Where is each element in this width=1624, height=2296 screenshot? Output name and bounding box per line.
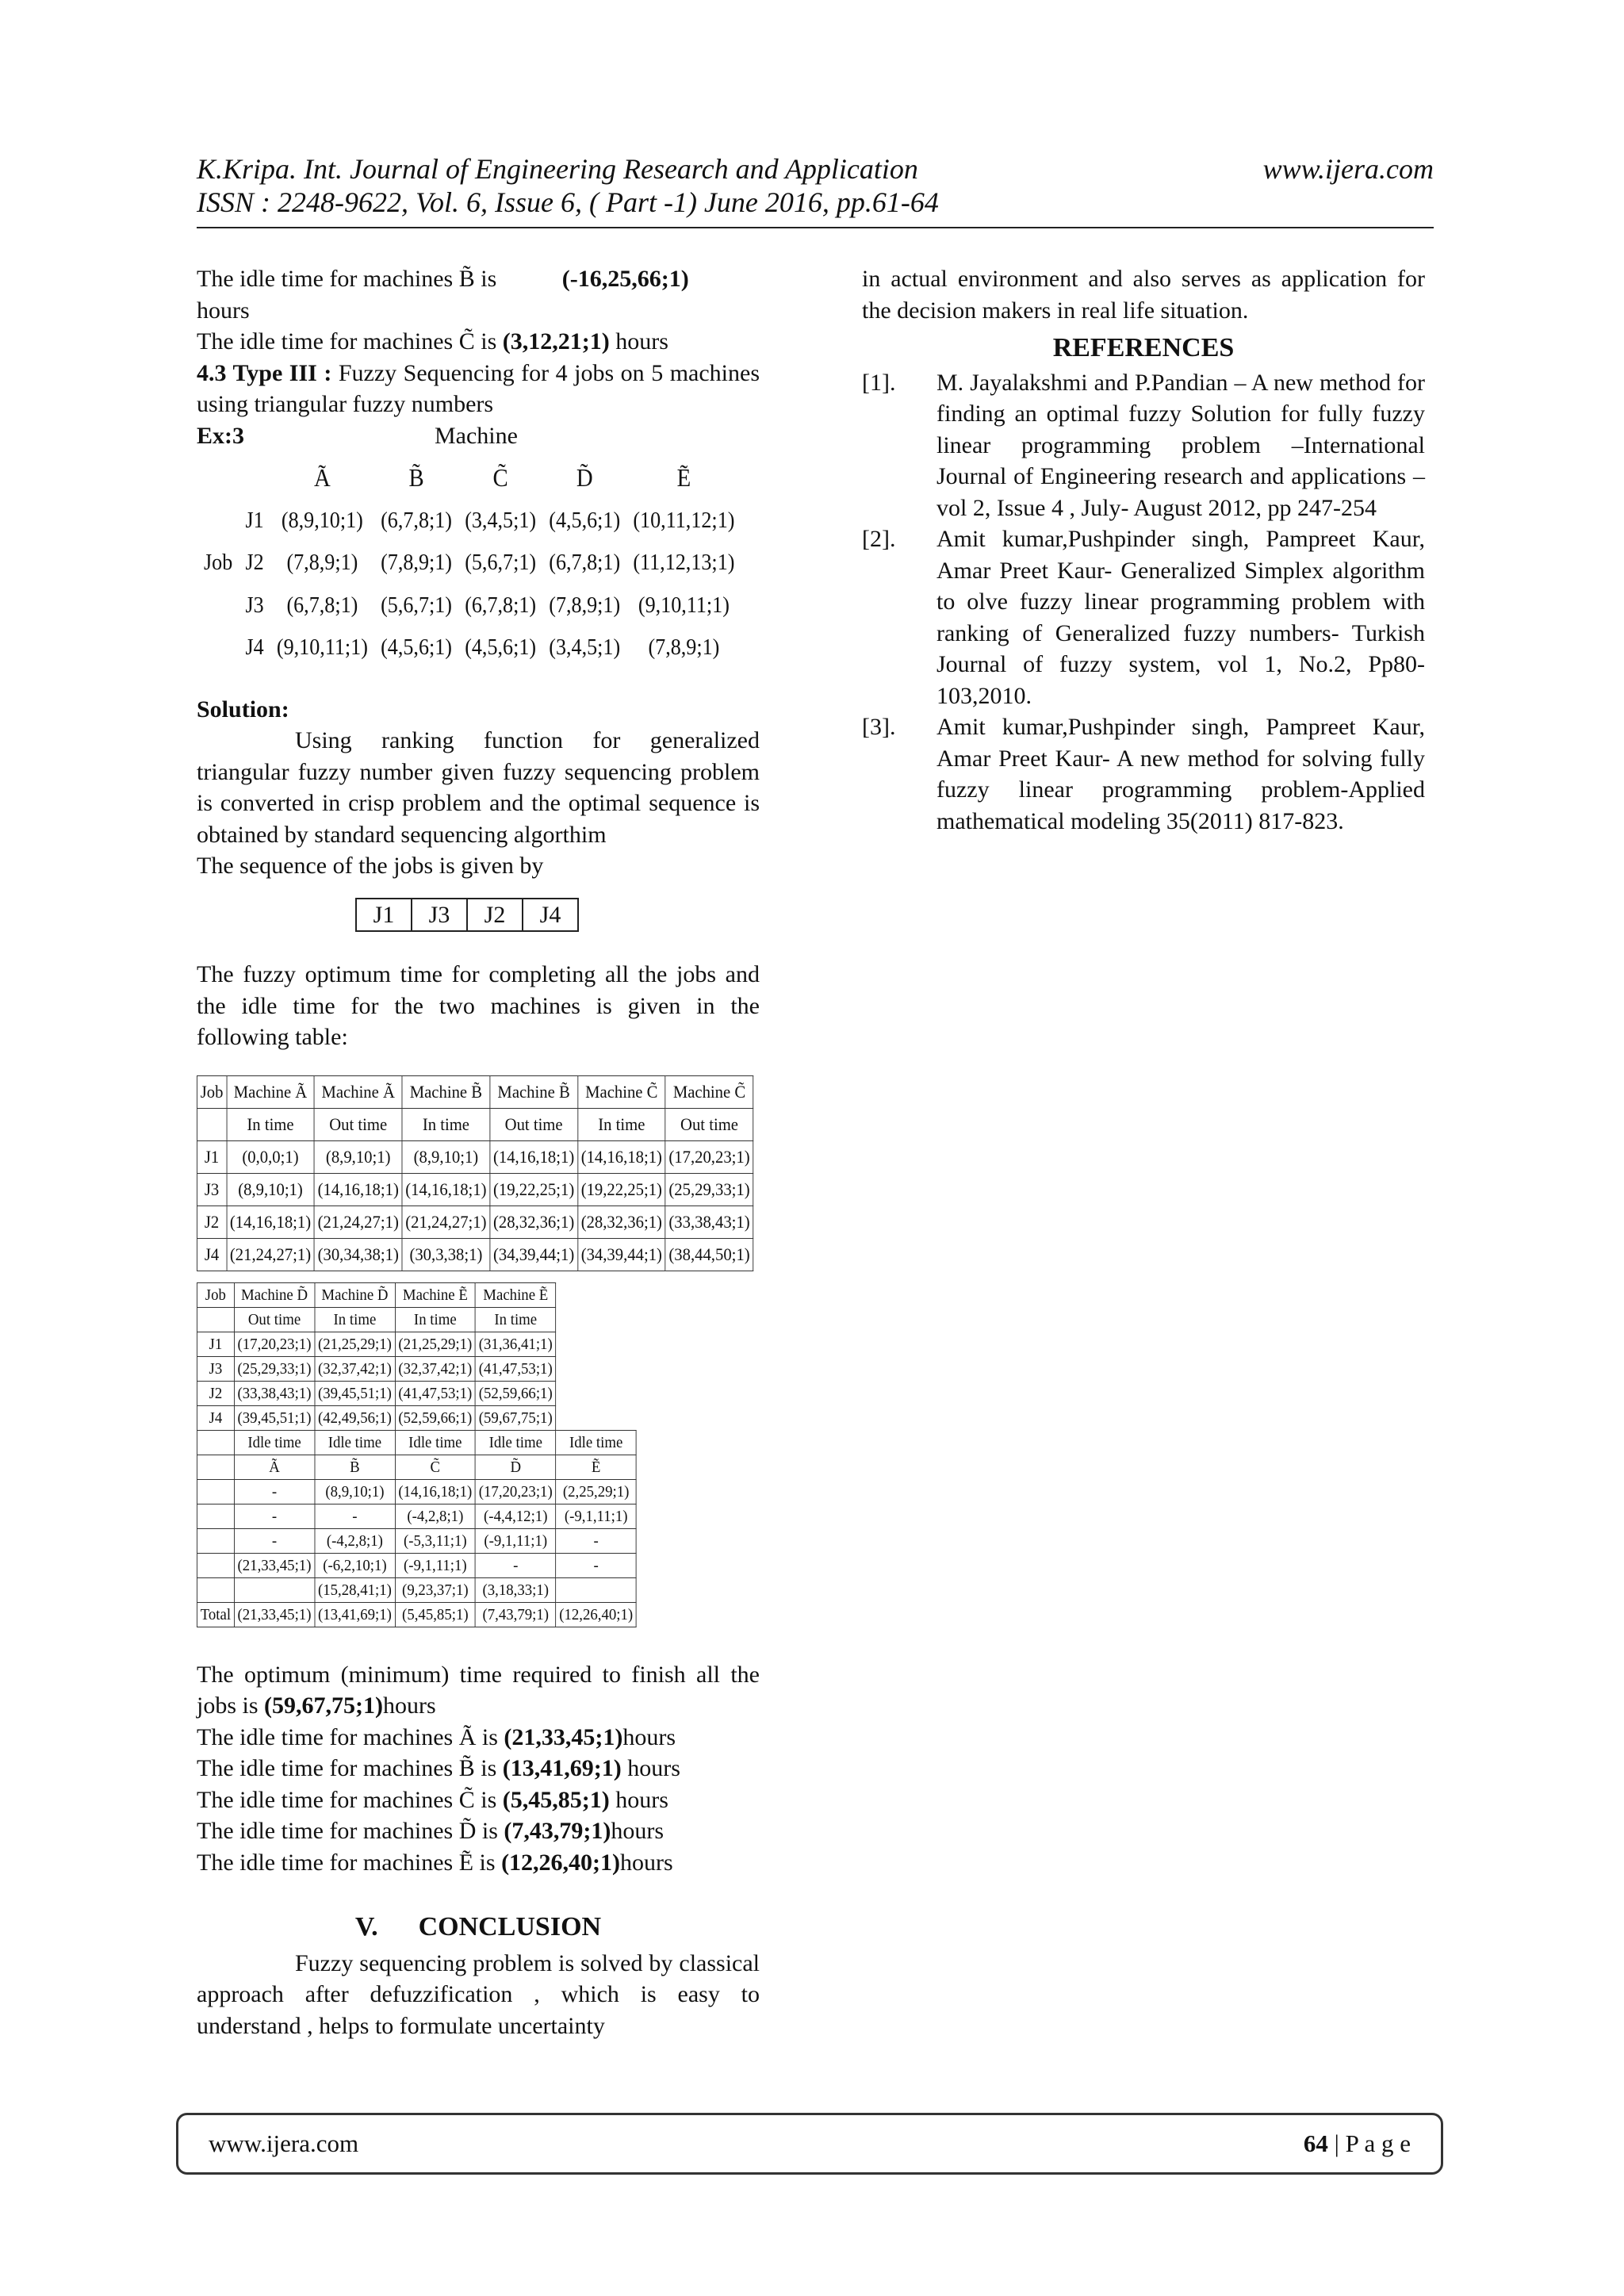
idle-line-e: The idle time for machines Ẽ is (12,26,40;1)hours bbox=[197, 1849, 673, 1876]
table-row: - - (-4,2,8;1) (-4,4,12;1) (-9,1,11;1) bbox=[197, 1504, 636, 1528]
issn-line: ISSN : 2248-9622, Vol. 6, Issue 6, ( Part -1) June 2016, pp.61-64 bbox=[197, 186, 939, 218]
page-header bbox=[197, 152, 1434, 219]
table-row: J1 (0,0,0;1) (8,9,10;1) (8,9,10;1) (14,16,18;1) (14,16,18;1) (17,20,23;1) bbox=[197, 1140, 753, 1173]
idle-header-row: Idle time Idle time Idle time Idle time Idle time bbox=[197, 1430, 636, 1455]
idle-header-row: Ã B̃ C̃ D̃ Ẽ bbox=[197, 1455, 636, 1479]
table-row: - (-4,2,8;1) (-5,3,11;1) (-9,1,11;1) - bbox=[197, 1528, 636, 1553]
table-row: (21,33,45;1) (-6,2,10;1) (-9,1,11;1) - - bbox=[197, 1553, 636, 1577]
fuzzy-time-table-1 bbox=[197, 1075, 753, 1271]
table-row: J3 (8,9,10;1) (14,16,18;1) (14,16,18;1) (19,22,25;1) (19,22,25;1) (25,29,33;1) bbox=[197, 1173, 753, 1205]
page-number: 64 | P a g e bbox=[1303, 2129, 1411, 2157]
table-header-row: Out time In time In time In time bbox=[197, 1307, 636, 1332]
solution-label: Solution: bbox=[197, 696, 289, 723]
journal-citation: K.Kripa. Int. Journal of Engineering Research and Application bbox=[197, 153, 918, 185]
references-heading: REFERENCES bbox=[1052, 333, 1235, 362]
total-row: Total (21,33,45;1) (13,41,69;1) (5,45,85;1) (7,43,79;1) (12,26,40;1) bbox=[197, 1602, 636, 1627]
table-row: J4 (39,45,51;1) (42,49,56;1) (52,59,66;1) (59,67,75;1) bbox=[197, 1405, 636, 1430]
table-row: J3 (25,29,33;1) (32,37,42;1) (32,37,42;1) (41,47,53;1) bbox=[197, 1356, 636, 1381]
left-column bbox=[197, 263, 760, 2041]
page-footer bbox=[176, 2113, 1443, 2175]
conclusion-heading: V. CONCLUSION bbox=[354, 1912, 602, 1941]
optimum-time: The optimum (minimum) time required to finish all the jobs is (59,67,75;1)hours bbox=[197, 1661, 760, 1719]
reference-item: [1]. M. Jayalakshmi and P.Pandian – A new method for finding an optimal fuzzy Solution for fully fuzzy linear programming problem –International Journal of Engineering research and applications – vol 2, Issue 4 , July- August 2012, pp 247-254 bbox=[862, 369, 1425, 521]
section-type-3: 4.3 Type III : Fuzzy Sequencing for 4 jobs on 5 machines using triangular fuzzy numbers bbox=[197, 359, 760, 417]
idle-line-d: The idle time for machines D̃ is (7,43,79;1)hours bbox=[197, 1818, 665, 1844]
journal-website[interactable]: www.ijera.com bbox=[1262, 153, 1434, 185]
fuzzy-time-table-2 bbox=[197, 1282, 637, 1627]
right-column bbox=[862, 263, 1425, 837]
idle-line-a: The idle time for machines Ã is (21,33,45;1)hours bbox=[197, 1723, 676, 1750]
table-row: (15,28,41;1) (9,23,37;1) (3,18,33;1) bbox=[197, 1577, 636, 1602]
fuzzy-processing-matrix: Ã B̃ C̃ D̃ Ẽ J1 (8,9,10;1) (6,7,8;1) (3,4,5;1) (4,5,6;1) (10,11,12;1) Job J2 (7,8,9;1) (7,8,9;1) (5,6,7;1) (6,7,8;1) (11,12,13;1) J3 (6,7,8;1) (5,6,7;1) (6,7,8;1) (7,8,9;1) (9,10,11;1) J4 (9,10,11;1) (4,5,6;1) (4,5,6;1) (3,4,5;1) (7,8,9;1) bbox=[204, 463, 735, 660]
conclusion-text: Fuzzy sequencing problem is solved by classical approach after defuzzification , which is easy to understand , helps to formulate uncertainty bbox=[197, 1949, 760, 2039]
job-sequence-table: J1 J3 J2 J4 bbox=[355, 898, 579, 933]
table-row: J4 (21,24,27;1) (30,34,38;1) (30,3,38;1) (34,39,44;1) (34,39,44;1) (38,44,50;1) bbox=[197, 1238, 753, 1271]
table-row: J2 (14,16,18;1) (21,24,27;1) (21,24,27;1) (28,32,36;1) (28,32,36;1) (33,38,43;1) bbox=[197, 1205, 753, 1238]
reference-item: [2]. Amit kumar,Pushpinder singh, Pampreet Kaur, Amar Preet Kaur- Generalized Simplex algorithm to olve fuzzy linear programming problem with ranking of Generalized fuzzy numbers- Turkish Journal of fuzzy system, vol 1, No.2, Pp80-103,2010. bbox=[862, 526, 1425, 709]
conclusion-continued: in actual environment and also serves as application for the decision makers in real life situation. bbox=[862, 266, 1425, 324]
example-3-heading: Ex:3 Machine bbox=[197, 422, 518, 449]
idle-line-b: The idle time for machines B̃ is (13,41,69;1) hours bbox=[197, 1755, 680, 1781]
optimum-intro: The fuzzy optimum time for completing all the jobs and the idle time for the two machines is given in the following table: bbox=[197, 961, 760, 1050]
header-divider bbox=[197, 227, 1434, 228]
sequence-intro: The sequence of the jobs is given by bbox=[197, 853, 544, 879]
table-row: - (8,9,10;1) (14,16,18;1) (17,20,23;1) (2,25,29;1) bbox=[197, 1479, 636, 1504]
reference-item: [3]. Amit kumar,Pushpinder singh, Pampreet Kaur, Amar Preet Kaur- A new method for solving fully fuzzy linear programming problem-Applied mathematical modeling 35(2011) 817-823. bbox=[862, 714, 1425, 834]
table-row: J2 (33,38,43;1) (39,45,51;1) (41,47,53;1) (52,59,66;1) bbox=[197, 1381, 636, 1405]
idle-line-c: The idle time for machines C̃ is (5,45,85;1) hours bbox=[197, 1786, 668, 1813]
solution-text: Using ranking function for generalized triangular fuzzy number given fuzzy sequencing problem is converted in crisp problem and the optimal sequence is obtained by standard sequencing algorthim bbox=[197, 727, 760, 848]
footer-website[interactable]: www.ijera.com bbox=[209, 2129, 359, 2157]
idle-time-b: The idle time for machines B̃ is (-16,25,66;1) hours bbox=[197, 266, 689, 324]
table-header-row: In time Out time In time Out time In time Out time bbox=[197, 1108, 753, 1140]
table-header-row: Job Machine Ã Machine Ã Machine B̃ Machine B̃ Machine C̃ Machine C̃ bbox=[197, 1075, 753, 1108]
table-row: J1 (17,20,23;1) (21,25,29;1) (21,25,29;1) (31,36,41;1) bbox=[197, 1332, 636, 1356]
idle-time-c: The idle time for machines C̃ is (3,12,21;1) hours bbox=[197, 328, 668, 355]
table-header-row: Job Machine D̃ Machine D̃ Machine Ẽ Machine Ẽ bbox=[197, 1282, 636, 1307]
